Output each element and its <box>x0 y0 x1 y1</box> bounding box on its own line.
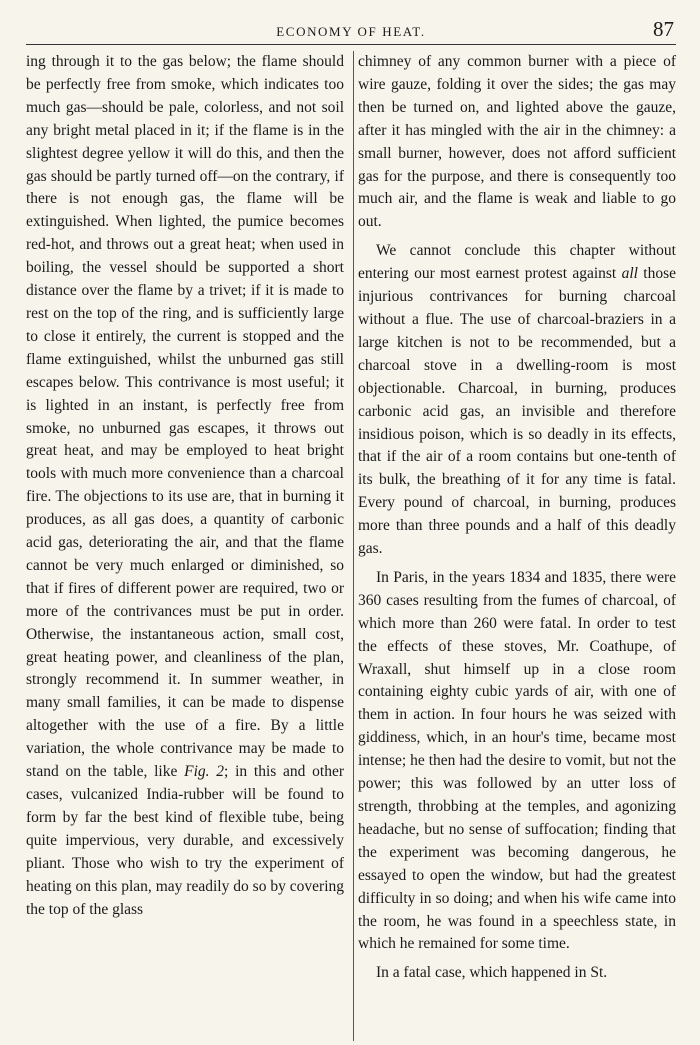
right-column <box>358 51 676 985</box>
emphasis-all: all <box>621 265 638 283</box>
right-paragraph-2 <box>358 240 676 561</box>
left-p1-text: ing through it to the gas below; the flame should be perfectly free from smoke, which indicates too much gas—should be pale, colorless, and not soil any bright metal placed in it; if the flame is in the slightest degree yellow it will do this, and then the gas should be partly turned off—on the contrary, if there is not enough gas, the flame will be extinguished. When lighted, the pumice becomes red-hot, and throws out a great heat; when used in boiling, the vessel should be supported a short distance over the flame by a trivet; if it is made to rest on the top of the ring, and is sufficiently large to close it entirely, the current is stopped and the flame extinguished, whilst the unburned gas still escapes below. This contrivance is most useful; it is lighted in an instant, is perfectly free from smoke, no unburned gas escapes, it throws out great heat, and may be employed to heat bright tools with much more convenience than a charcoal fire. The objections to its use are, that in burning it produces, as all gas does, a quantity of carbonic acid gas, deteriorating the air, and that the flame cannot be very much enlarged or diminished, so that if fires of different power are required, two or more of the contrivances must be put in order. Otherwise, the instantaneous action, small cost, great heating power, and cleanliness of the plan, strongly recommend it. In summer weather, in many small families, it can be made to dispense altogether with the use of a fire. By a little variation, the whole contrivance may be made to stand on the table, like <box>26 53 344 781</box>
running-head: ECONOMY OF HEAT. <box>276 24 426 39</box>
page-header <box>26 16 676 45</box>
right-paragraph-1: chimney of any common burner with a piece of wire gauze, folding it over the sides; the gas may then be turned on, and lighted above the gauze, after it has mingled with the air in the chimney: a small burner, however, does not afford sufficient gas for the purpose, and there is consequently too much air, and the flame is weak and liable to go out. <box>358 53 676 231</box>
right-p2-start: We cannot conclude this chapter without entering our most earnest protest against <box>358 242 676 283</box>
page-number: 87 <box>653 17 674 41</box>
right-paragraph-4: In a fatal case, which happened in St. <box>376 964 608 982</box>
column-divider <box>353 51 354 1041</box>
left-column <box>26 51 344 985</box>
left-paragraph-1 <box>26 51 344 921</box>
figure-reference: Fig. 2 <box>184 763 225 781</box>
text-columns <box>26 51 676 985</box>
left-p1-end: ; in this and other cases, vulcanized India-rubber will be found to form by far the best kind of flexible tube, being quite impervious, very durable, and excessively pliant. Those who wish to try the experiment of heating on this plan, may readily do so by covering the top of the glass <box>26 763 344 918</box>
right-p2-end: those injurious contrivances for burning charcoal without a flue. The use of charcoal-braziers in a large kitchen is not to be recommended, but a charcoal stove in a dwelling-room is most objectionable. Charcoal, in burning, produces carbonic acid gas, an invisible and therefore insidious poison, which is so deadly in its effects, that if the air of a room contains but one-tenth of its bulk, the breathing of it for any time is fatal. Every pound of charcoal, in burning, produces more than three pounds and a half of this deadly gas. <box>358 265 677 558</box>
right-paragraph-3: In Paris, in the years 1834 and 1835, there were 360 cases resulting from the fumes of charcoal, of which more than 260 were fatal. In order to test the effects of these stoves, Mr. Coathupe, of Wraxall, shut himself up in a close room containing eighty cubic yards of air, with one of them in action. In four hours he was seized with giddiness, which, in an hour's time, became most intense; he then had the desire to vomit, but not the power; this was followed by an utter loss of strength, throbbing at the temples, and agonizing headache, but no sense of suffocation; finding that the experiment was becoming dangerous, he essayed to open the window, but had the greatest difficulty in so doing; and when his wife came into the room, he was found in a speechless state, in which he remained for some time. <box>358 568 676 953</box>
